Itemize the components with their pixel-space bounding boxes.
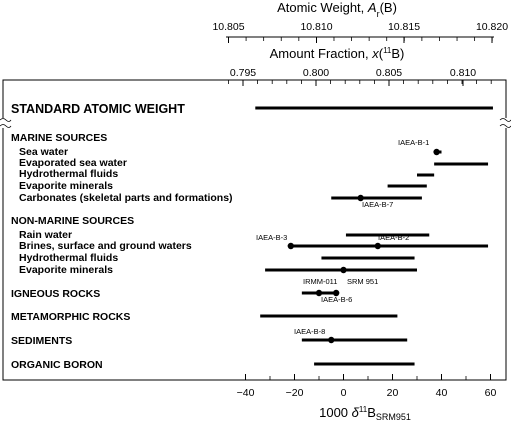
reference-point [340, 267, 346, 273]
item-label: Carbonates (skeletal parts and formations) [19, 192, 233, 204]
axis-break-marks [0, 118, 511, 128]
top2-tick-label: 0.805 [375, 67, 403, 79]
reference-point [288, 243, 294, 249]
item-label: Hydrothermal fluids [19, 252, 119, 264]
reference-point [328, 337, 334, 343]
reference-material-label: IAEA-B-1 [398, 138, 430, 147]
top-axis-1-title: Atomic Weight, $A_r(B)$ [277, 0, 397, 19]
reference-material-label: IAEA-B-3 [256, 233, 288, 242]
top2-tick-label: 0.800 [302, 67, 330, 79]
top1-tick-label: 10.810 [300, 21, 333, 33]
bottom-tick-label: −20 [285, 387, 304, 399]
reference-material-label: IAEA-B-6 [321, 295, 353, 304]
top1-tick-label: 10.820 [475, 21, 509, 33]
reference-material-label: IAEA-B-7 [362, 200, 394, 209]
reference-material-label: SRM 951 [347, 277, 379, 286]
item-label: Sea water [19, 146, 69, 158]
bottom-tick-label: 60 [484, 387, 497, 399]
bottom-axis-title: 1000 $\delta^{11}B_{SRM951}$ [319, 405, 411, 422]
bottom-tick-label: 40 [435, 387, 448, 399]
top1-tick-label: 10.805 [212, 21, 245, 33]
bottom-tick-label: 0 [340, 387, 347, 399]
top-axis-2-ticks [228, 67, 491, 86]
top1-tick-label: 10.815 [387, 21, 421, 33]
standard-atomic-weight-label: STANDARD ATOMIC WEIGHT [11, 102, 185, 116]
top-axis-1-ticks [212, 21, 508, 43]
item-label: Rain water [19, 229, 73, 241]
top2-tick-label: 0.795 [229, 67, 257, 79]
reference-material-label: IRMM-011 [303, 277, 338, 286]
item-label: Evaporated sea water [19, 157, 127, 169]
reference-labels [256, 138, 429, 336]
group-label: METAMORPHIC ROCKS [11, 311, 131, 323]
top-axis-2-title: Amount Fraction, x($^{11}$B) [269, 46, 405, 61]
item-label: Evaporite minerals [19, 264, 113, 276]
group-label: ORGANIC BORON [11, 359, 103, 371]
item-label: Evaporite minerals [19, 180, 113, 192]
bottom-tick-label: −40 [236, 387, 255, 399]
group-label: SEDIMENTS [11, 335, 73, 347]
item-label: Brines, surface and ground waters [19, 240, 192, 252]
group-label: MARINE SOURCES [11, 132, 108, 144]
bottom-tick-label: 20 [386, 387, 399, 399]
group-label: NON-MARINE SOURCES [11, 215, 135, 227]
group-label: IGNEOUS ROCKS [11, 288, 101, 300]
item-label: Hydrothermal fluids [19, 168, 119, 180]
plot-frame [3, 80, 506, 380]
reference-material-label: IAEA-B-2 [378, 233, 410, 242]
reference-material-label: IAEA-B-8 [294, 327, 326, 336]
range-bars [255, 108, 493, 364]
bottom-axis-ticks [237, 374, 497, 399]
reference-point [375, 243, 381, 249]
category-labels [11, 102, 233, 371]
reference-point [433, 149, 439, 155]
top2-tick-label: 0.810 [449, 67, 477, 79]
